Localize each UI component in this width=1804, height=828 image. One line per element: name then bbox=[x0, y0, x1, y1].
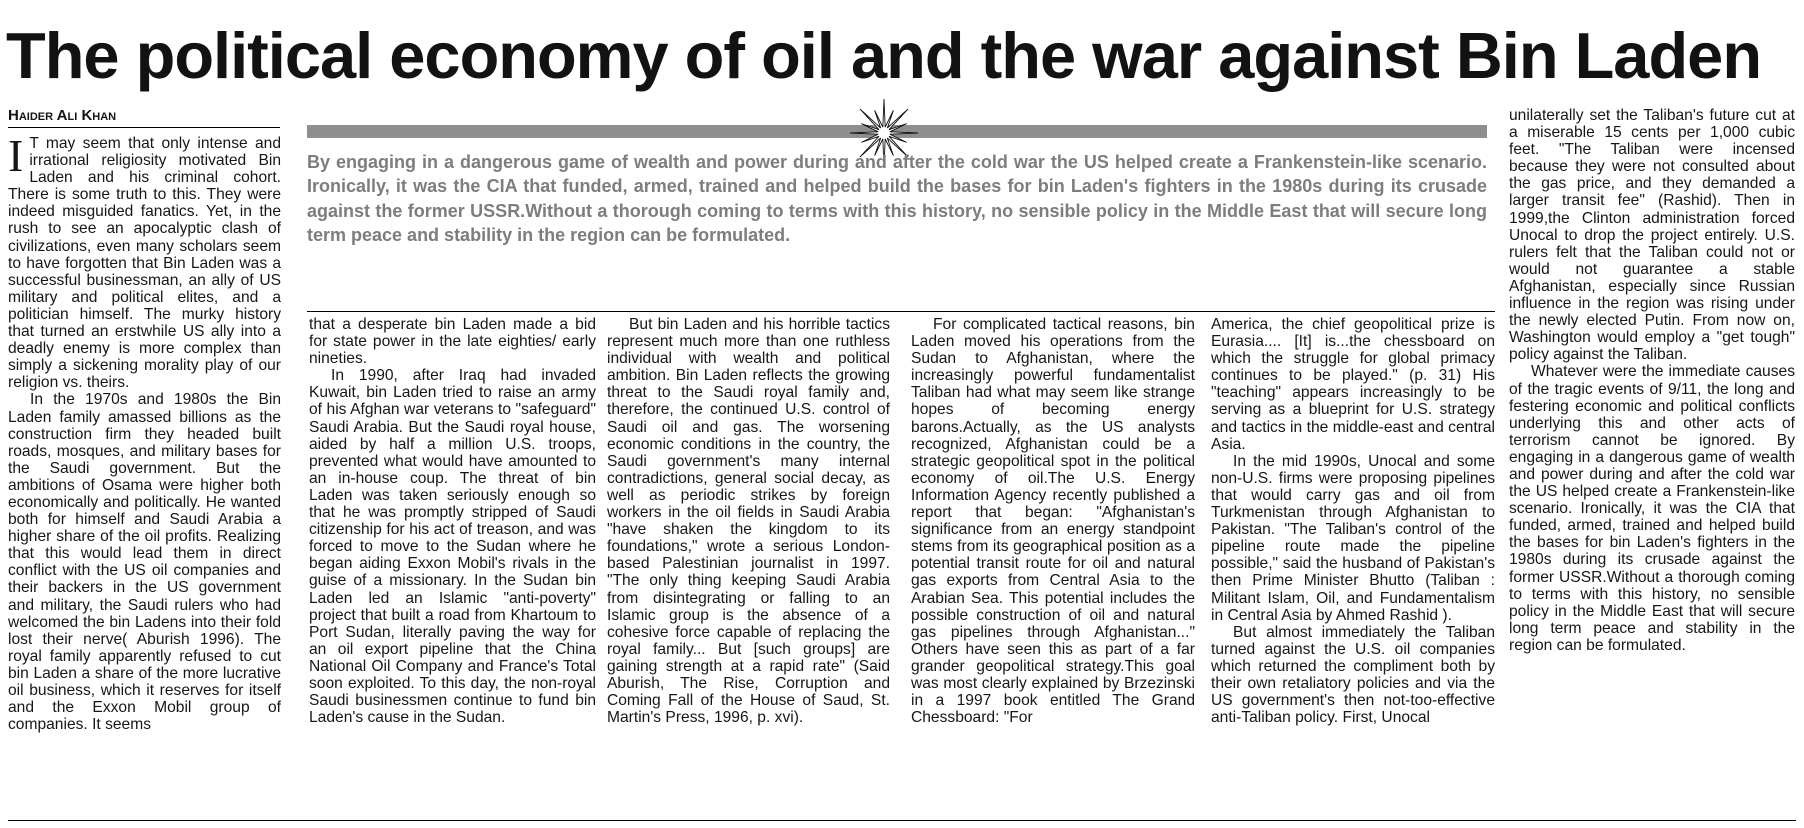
drop-cap: I bbox=[8, 135, 24, 181]
paragraph: that a desperate bin Laden made a bid for state power in the late eighties/ early nineties. bbox=[309, 316, 596, 368]
article-column-6 bbox=[1509, 107, 1795, 807]
bottom-rule bbox=[8, 820, 1796, 821]
paragraph: But bin Laden and his horrible tactics represent much more than one ruthless individual with wealth and political ambition. Bin Laden reflects the growing threat to the Saudi royal family and, therefore, the continued U.S. control of Saudi oil and gas. The worsening economic conditions in the country, the Saudi government's many internal contradictions, general social decay, as well as periodic strikes by foreign workers in the oil fields in Saudi Arabia "have shaken the kingdom to its foundations," wrote a serious London-based Palestinian journalist in 1997. "The only thing keeping Saudi Arabia from disintegrating or falling to an Islamic group is the absence of a cohesive force capable of replacing the royal family... But [such groups] are gaining strength at a rapid rate" (Said Aburish, The Rise, Corruption and Coming Fall of the House of Saud, St. Martin's Press, 1996, p. xvi). bbox=[607, 316, 890, 727]
article-column-5 bbox=[1211, 316, 1495, 817]
article-column-2 bbox=[309, 316, 596, 817]
paragraph: In the mid 1990s, Unocal and some non-U.S. firms were proposing pipelines that would carry gas and oil from Turkmenistan through Afghanistan to Pakistan. "The Taliban's control of the pipeline route made the pipeline possible," said the husband of Pakistan's then Prime Minister Bhutto (Taliban : Militant Islam, Oil, and Fundamentalism in Central Asia by Ahmed Rashid ). bbox=[1211, 452, 1495, 624]
article-column-3 bbox=[607, 316, 890, 817]
column-rule bbox=[307, 311, 1495, 312]
paragraph-text: T may seem that only intense and irrational religiosity motivated Bin Laden and his criminal cohort. There is some truth to this. They were indeed misguided fanatics. Yet, in the rush to see an apocalyptic clash of civilizations, even many scholars seem to have forgotten that Bin Laden was a successful businessman, an ally of US military and political elites, and a politician himself. The murky history that turned an erstwhile US ally into a deadly enemy is more complex than simply a sickening morality play of our religion vs. theirs. bbox=[8, 135, 281, 392]
headline: The political economy of oil and the war against Bin Laden bbox=[6, 19, 1762, 92]
paragraph: America, the chief geopolitical prize is Eurasia.... [It] is...the chessboard on which the struggle for global primacy continues to be played." (p. 31) His "teaching" appears increasingly to be serving as a blueprint for U.S. strategy and tactics in the middle-east and central Asia. bbox=[1211, 316, 1495, 453]
standfirst: By engaging in a dangerous game of wealth and power during and after the cold war the US helped create a Frankenstein-like scenario. Ironically, it was the CIA that funded, armed, trained and helped build the bases for bin Laden's fighters in the 1980s during its crusade against the former USSR.Without a thorough coming to terms with this history, no sensible policy in the Middle East that will secure long term peace and stability in the region can be formulated. bbox=[307, 152, 1487, 245]
paragraph: unilaterally set the Taliban's future cut at a miserable 15 cents per 1,000 cubic feet. "The Taliban were incensed because they were not consulted about the gas price, and they demanded a larger transit fee" (Rashid). Then in 1999,the Clinton administration forced Unocal to drop the project entirely. U.S. rulers felt that the Taliban could not or would not guarantee a stable Afghanistan, especially since Russian influence in the region was rising under the newly elected Putin. From now on, Washington would employ a "get tough" policy against the Taliban. bbox=[1509, 107, 1795, 364]
column-divider bbox=[903, 316, 904, 812]
paragraph: Whatever were the immediate causes of the tragic events of 9/11, the long and festering economic and political conflicts underlying this and other acts of terrorism cannot be ignored. By engaging in a dangerous game of wealth and power during and after the cold war the US helped create a Frankenstein-like scenario. Ironically, it was the CIA that funded, armed, trained and helped build the bases for bin Laden's fighters in the 1980s during its crusade against the former USSR.Without a thorough coming to terms with this history, no sensible policy in the Middle East that will secure long term peace and stability in the region can be formulated. bbox=[1509, 363, 1795, 654]
paragraph: In the 1970s and 1980s the Bin Laden family amassed billions as the construction firm they headed built roads, mosques, and military bases for the Saudi government. But the ambitions of Osama were higher both economically and politically. He wanted both for himself and Saudi Arabia a higher share of the oil profits. Realizing that this would lead them in direct conflict with the US oil companies and their backers in the US government and military, the Saudi rulers who had welcomed the bin Ladens into their fold lost their nerve( Aburish 1996). The royal family apparently refused to cut bin Laden a share of the more lucrative oil business, which it reserves for itself and the Exxon Mobil group of companies. It seems bbox=[8, 391, 281, 734]
article-column-1 bbox=[8, 135, 281, 807]
paragraph: But almost immediately the Taliban turned against the U.S. oil companies which returned the compliment both by their own retaliatory policies and via the US government's then not-too-effective anti-Taliban policy. First, Unocal bbox=[1211, 623, 1495, 727]
paragraph bbox=[8, 135, 281, 391]
paragraph: In 1990, after Iraq had invaded Kuwait, bin Laden tried to raise an army of his Afghan war veterans to "safeguard" Saudi Arabia. But the Saudi royal house, aided by half a million U.S. troops, prevented what would have amounted to an in-house coup. The threat of bin Laden was taken seriously enough so that he was promptly stripped of Saudi citizenship for his act of treason, and was forced to move to the Sudan where he began aiding Exxon Mobil's rivals in the guise of a missionary. In the Sudan bin Laden led an Islamic "anti-poverty" project that built a road from Khartoum to Port Sudan, literally paving the way for an oil export pipeline that the China National Oil Company and France's Total soon exploited. To this day, the non-royal Saudi businessmen continue to fund bin Laden's cause in the Sudan. bbox=[309, 367, 596, 727]
paragraph: For complicated tactical reasons, bin Laden moved his operations from the Sudan to Afghanistan, where the increasingly powerful fundamentalist Taliban had what may seem like strange hopes of becoming energy barons.Actually, as the US analysts recognized, Afghanistan could be a strategic geopolitical spot in the political economy of oil.The U.S. Energy Information Agency recently published a report that began: "Afghanistan's significance from an energy standpoint stems from its geographical position as a potential transit route for oil and natural gas exports from Central Asia to the Arabian Sea. This potential includes the possible construction of oil and natural gas pipelines through Afghanistan..." Others have seen this as part of a far grander geopolitical strategy.This goal was most clearly explained by Brzezinski in a 1997 book entitled The Grand Chessboard: "For bbox=[911, 316, 1195, 727]
column-divider bbox=[1204, 316, 1205, 812]
column-divider bbox=[600, 316, 601, 812]
column-divider bbox=[298, 316, 299, 812]
article-column-4 bbox=[911, 316, 1195, 817]
byline: Haider Ali Khan bbox=[8, 106, 280, 128]
